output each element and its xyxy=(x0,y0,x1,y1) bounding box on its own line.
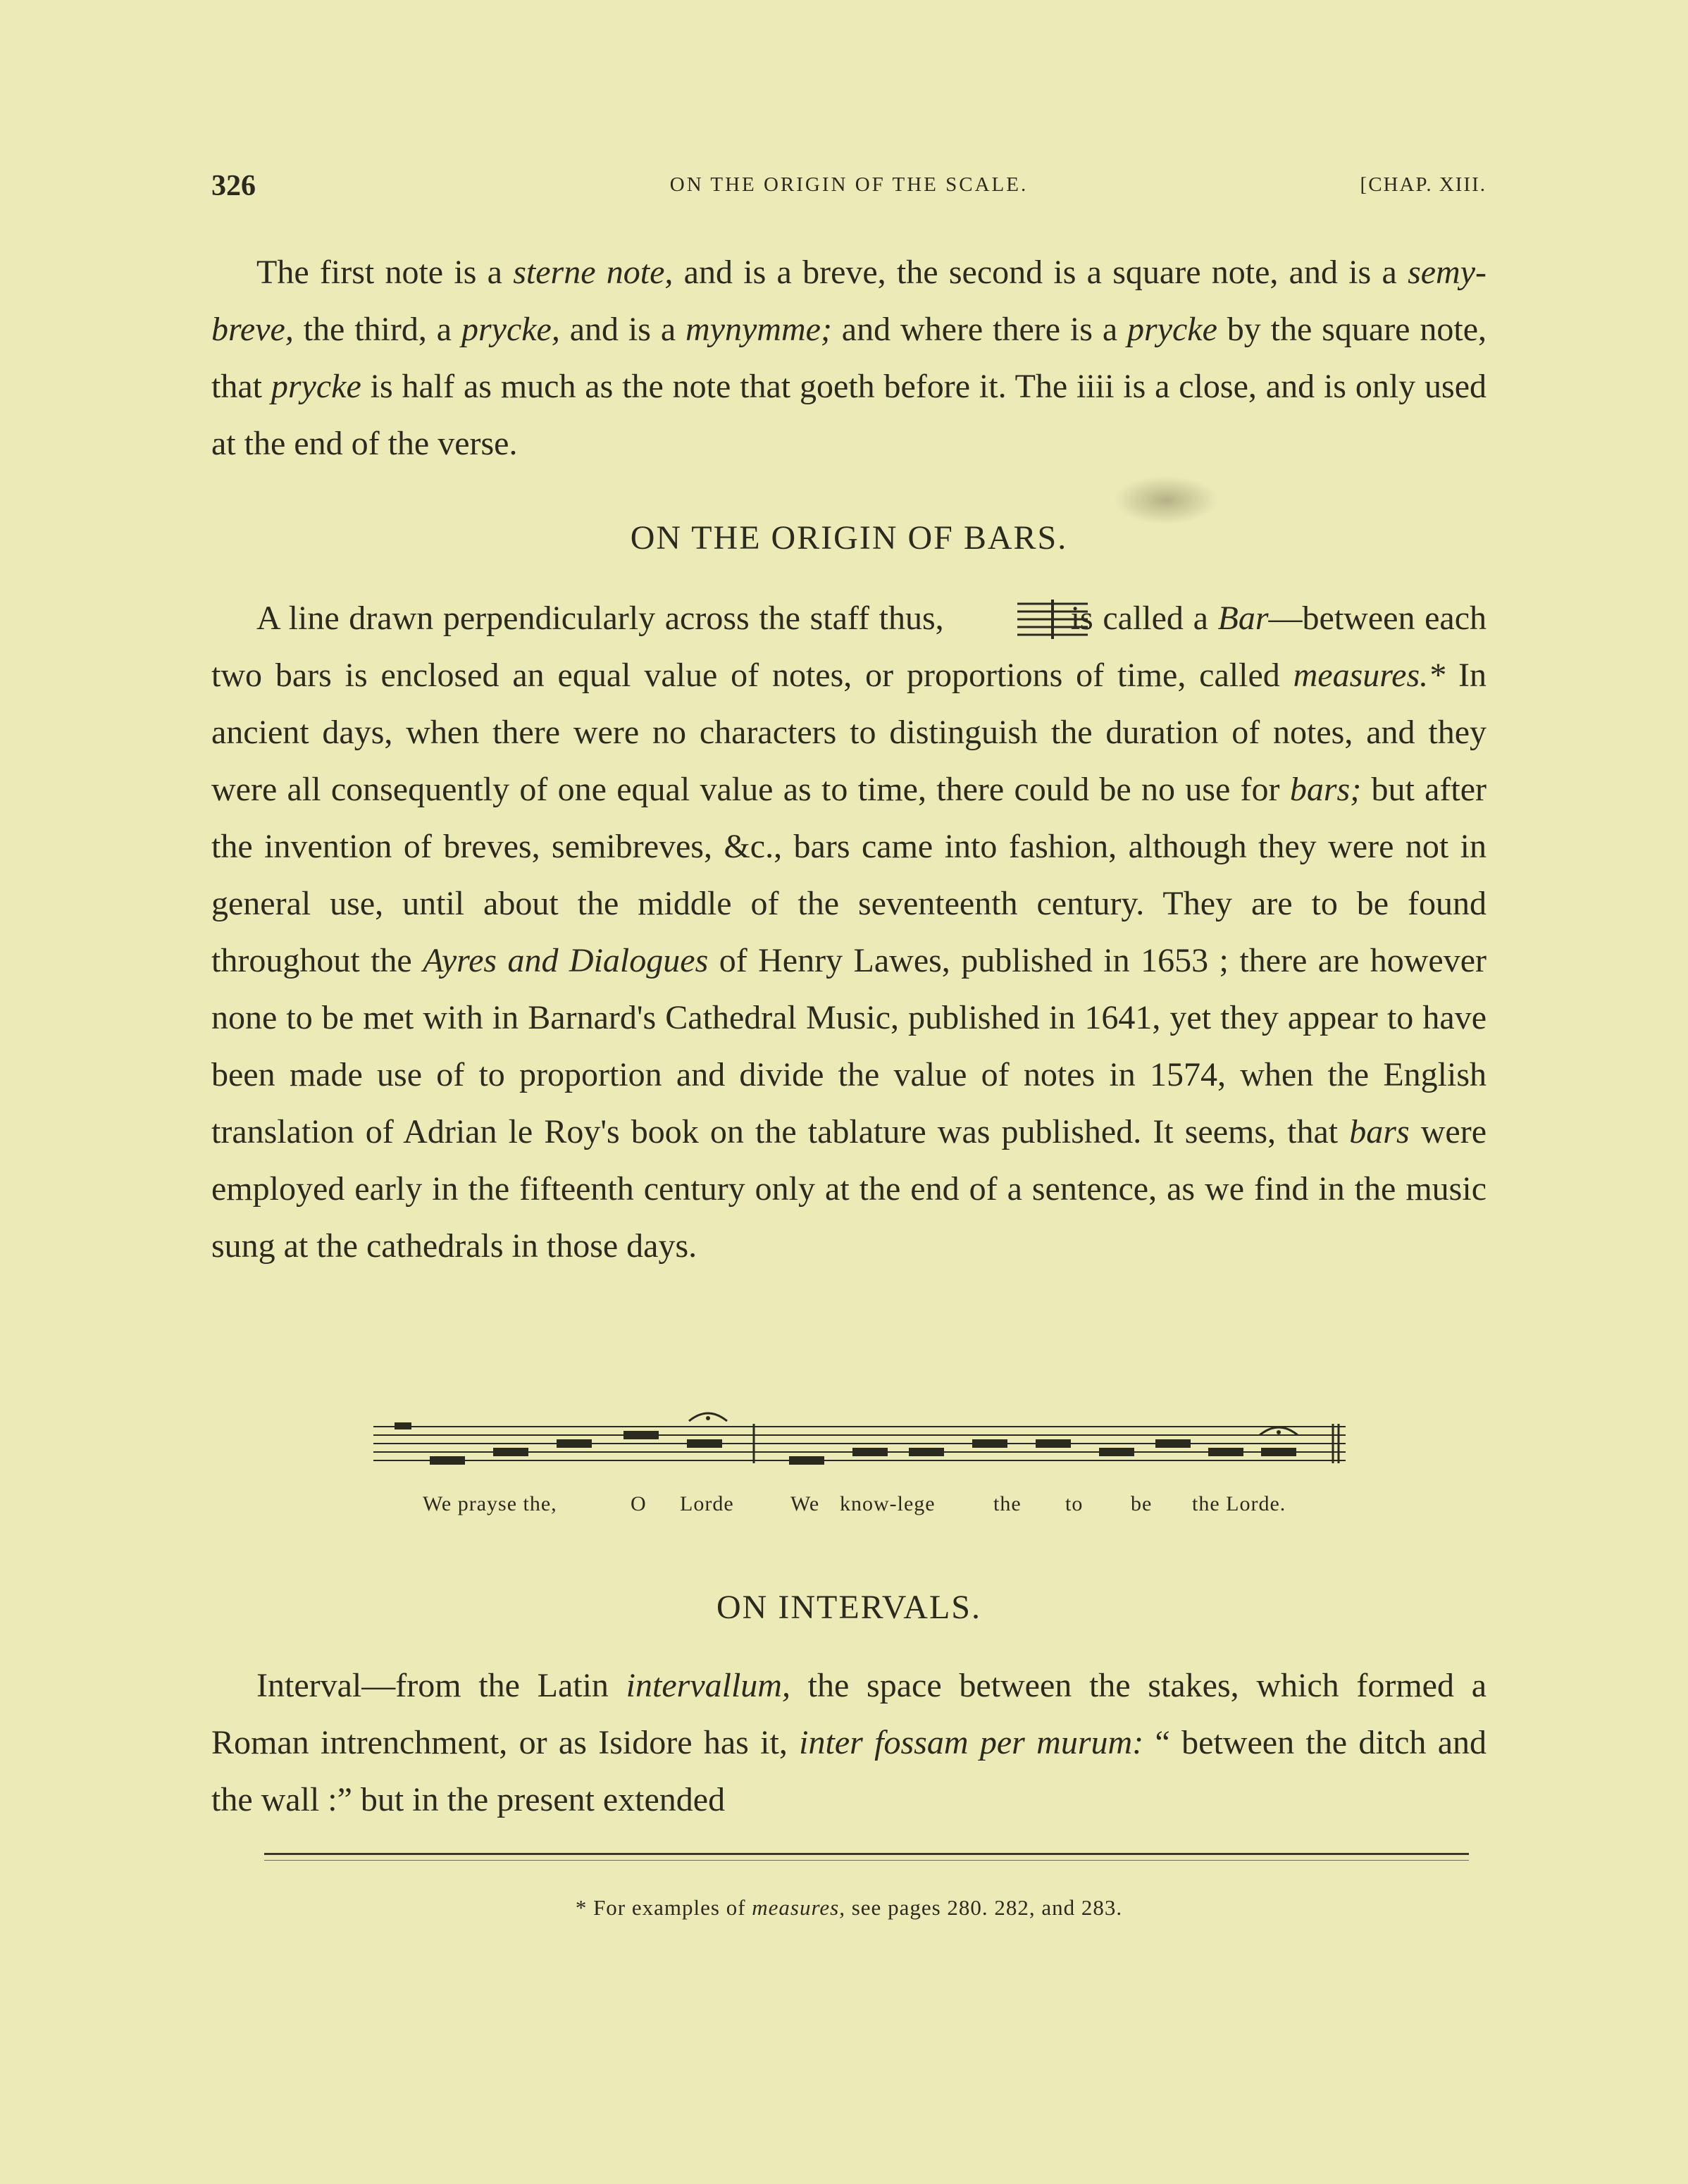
ink-smudge xyxy=(1113,476,1219,525)
lyric-word: We xyxy=(790,1492,820,1515)
heading-origin-of-bars: ON THE ORIGIN OF BARS. xyxy=(630,519,1068,557)
paragraph-bars: A line drawn perpendicularly across the staff thus, is called a Bar—between each two bars is enclosed an equal value of notes, or proportions of time, called measures.* In ancient days, when there were no characters to distinguish the duration of notes, and they were all consequently of one equal value as to time, there could be no use for bars; but after the invention of breves, semibreves, &c., bars came into fashion, although they were not in general use, until about the middle of the seventeenth century. They are to be found throughout the Ayres and Dialogues of Henry Lawes, published in 1653 ; there are however none to be met with in Barnard's Cathedral Music, published in 1641, yet they appear to have been made use of to proportion and divide the value of notes in 1574, when the English translation of Adrian le Roy's book on the tablature was published. It seems, that bars were employed early in the fifteenth century only at the end of a sentence, as we find in the music sung at the cathedrals in those days. xyxy=(211,600,1487,1265)
lyric-word: the Lorde. xyxy=(1192,1492,1286,1515)
page-number: 326 xyxy=(211,170,256,202)
lyric-word: know-lege xyxy=(840,1492,936,1515)
paragraph-intervals: Interval—from the Latin intervallum, the space between the stakes, which formed a Roman intrenchment, or as Isidore has it, inter fossam per murum: “ between the ditch and the wall :” but in the present extended xyxy=(211,1667,1487,1818)
chapter-reference: [CHAP. XIII. xyxy=(1360,173,1487,196)
lyric-word: to xyxy=(1065,1492,1084,1515)
bar-line-staff-icon xyxy=(972,600,1043,639)
lyric-word: the xyxy=(993,1492,1022,1515)
paragraph-note-values: The first note is a sterne note, and is a breve, the second is a square note, and is a semy-breve, the third, a prycke, and is a mynymme; and where there is a prycke by the square note, that prycke is half as much as the note that goeth before it. The iiii is a close, and is only used at the end of the verse. xyxy=(211,254,1487,462)
footnote-rule-thin xyxy=(264,1860,1469,1861)
lyric-word: O xyxy=(631,1492,647,1515)
music-staff xyxy=(373,1384,1346,1490)
music-example xyxy=(373,1384,1346,1539)
lyric-word: We prayse the, xyxy=(423,1492,557,1515)
running-head xyxy=(211,169,1487,211)
footnote: * For examples of measures, see pages 280. 282, and 283. xyxy=(575,1895,1123,1920)
heading-intervals: ON INTERVALS. xyxy=(716,1589,981,1626)
running-title: ON THE ORIGIN OF THE SCALE. xyxy=(669,173,1029,196)
lyric-word: be xyxy=(1131,1492,1153,1515)
lyric-word: Lorde xyxy=(680,1492,734,1515)
footnote-rule xyxy=(264,1853,1469,1855)
